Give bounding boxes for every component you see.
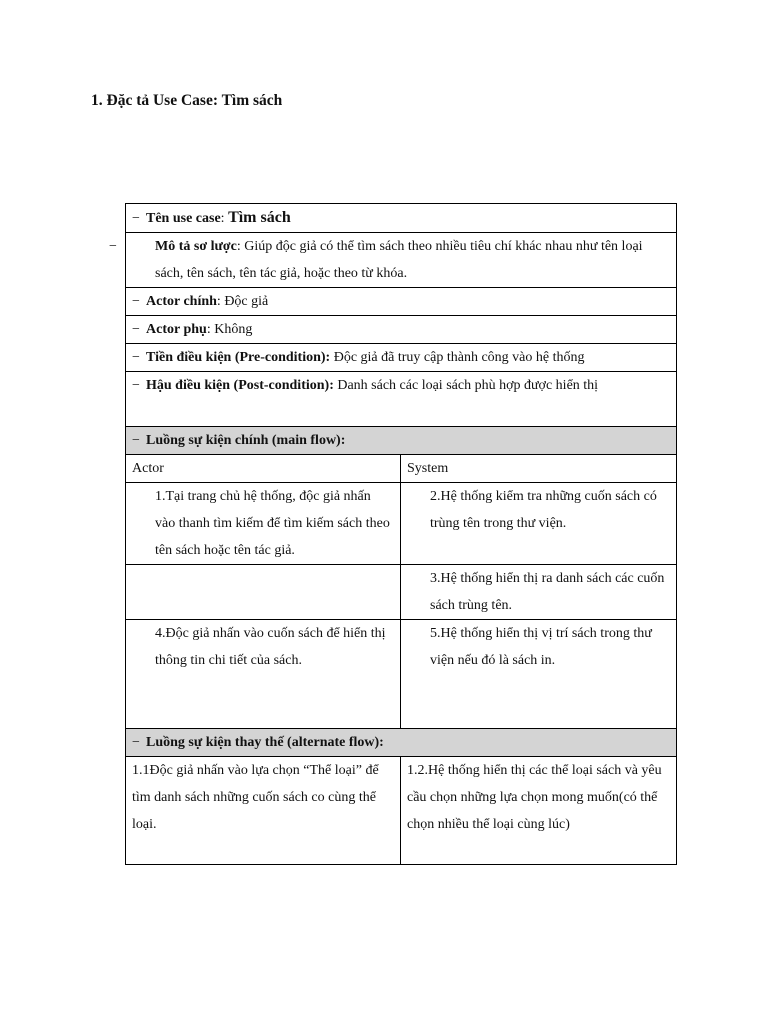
alternate-flow-header-row: [126, 729, 677, 757]
post-condition-row: [126, 372, 677, 427]
actor-step-cell: 1.Tại trang chủ hệ thống, độc giả nhấn vào thanh tìm kiếm để tìm kiếm sách theo tên sách hoặc tên tác giả.: [126, 483, 401, 565]
main-actor-value: Độc giả: [224, 294, 269, 309]
actor-step-cell: 4.Độc giả nhấn vào cuốn sách để hiển thị thông tin chi tiết của sách.: [126, 620, 401, 729]
dash-bullet: −: [132, 211, 140, 226]
use-case-name-row: [126, 204, 677, 233]
dash-bullet: −: [132, 433, 140, 448]
post-condition-value: Danh sách các loại sách phù hợp được hiển thị: [333, 378, 599, 393]
main-flow-step-row: [126, 565, 677, 620]
use-case-table: [109, 203, 677, 865]
pre-condition-value: Độc giả đã truy cập thành công vào hệ thống: [330, 350, 585, 365]
brief-description-value: Giúp độc giả có thể tìm sách theo nhiều tiêu chí khác nhau như tên loại sách, tên sách, tên tác giả, hoặc theo từ khóa.: [155, 239, 643, 281]
brief-description-row: [126, 233, 677, 288]
use-case-name-separator: :: [220, 211, 229, 226]
secondary-actor-label: Actor phụ: [146, 322, 207, 337]
main-flow-step-row: [126, 483, 677, 565]
main-flow-column-headers: [126, 455, 677, 483]
main-flow-header-row: [126, 427, 677, 455]
alternate-system-step-cell: 1.2.Hệ thống hiển thị các thể loại sách và yêu cầu chọn những lựa chọn mong muốn(có thể chọn nhiều thể loại cùng lúc): [401, 757, 677, 865]
system-column-header: System: [401, 455, 677, 483]
main-actor-row: [126, 288, 677, 316]
brief-description-label: Mô tả sơ lược: [155, 239, 237, 254]
system-step-cell: 3.Hệ thống hiển thị ra danh sách các cuốn sách trùng tên.: [401, 565, 677, 620]
section-heading: 1. Đặc tả Use Case: Tìm sách: [91, 92, 283, 109]
secondary-actor-row: [126, 316, 677, 344]
system-step-cell: 5.Hệ thống hiển thị vị trí sách trong thư viện nếu đó là sách in.: [401, 620, 677, 729]
system-step-cell: 2.Hệ thống kiểm tra những cuốn sách có trùng tên trong thư viện.: [401, 483, 677, 565]
post-condition-label: Hậu điều kiện (Post-condition):: [146, 378, 334, 393]
main-actor-label: Actor chính: [146, 294, 217, 309]
pre-condition-label: Tiền điều kiện (Pre-condition):: [146, 350, 331, 365]
use-case-name-label: Tên use case: [146, 211, 221, 226]
dash-bullet: −: [109, 239, 117, 254]
dash-bullet: −: [132, 322, 140, 337]
actor-step-cell: [126, 565, 401, 620]
brief-description-separator: :: [236, 239, 245, 254]
dash-bullet: −: [132, 735, 140, 750]
alternate-flow-step-row: [126, 757, 677, 865]
use-case-name-value: Tìm sách: [228, 209, 291, 226]
secondary-actor-separator: :: [206, 322, 215, 337]
actor-column-header: Actor: [126, 455, 401, 483]
dash-bullet: −: [132, 350, 140, 365]
dash-bullet: −: [132, 378, 140, 393]
main-flow-step-row: [126, 620, 677, 729]
dash-bullet: −: [132, 294, 140, 309]
pre-condition-row: [126, 344, 677, 372]
alternate-actor-step-cell: 1.1Độc giả nhấn vào lựa chọn “Thể loại” để tìm danh sách những cuốn sách co cùng thể loại.: [126, 757, 401, 865]
main-flow-label: Luồng sự kiện chính (main flow):: [146, 433, 346, 448]
secondary-actor-value: Không: [214, 322, 253, 337]
main-actor-separator: :: [216, 294, 225, 309]
alternate-flow-label: Luồng sự kiện thay thế (alternate flow):: [146, 735, 384, 750]
